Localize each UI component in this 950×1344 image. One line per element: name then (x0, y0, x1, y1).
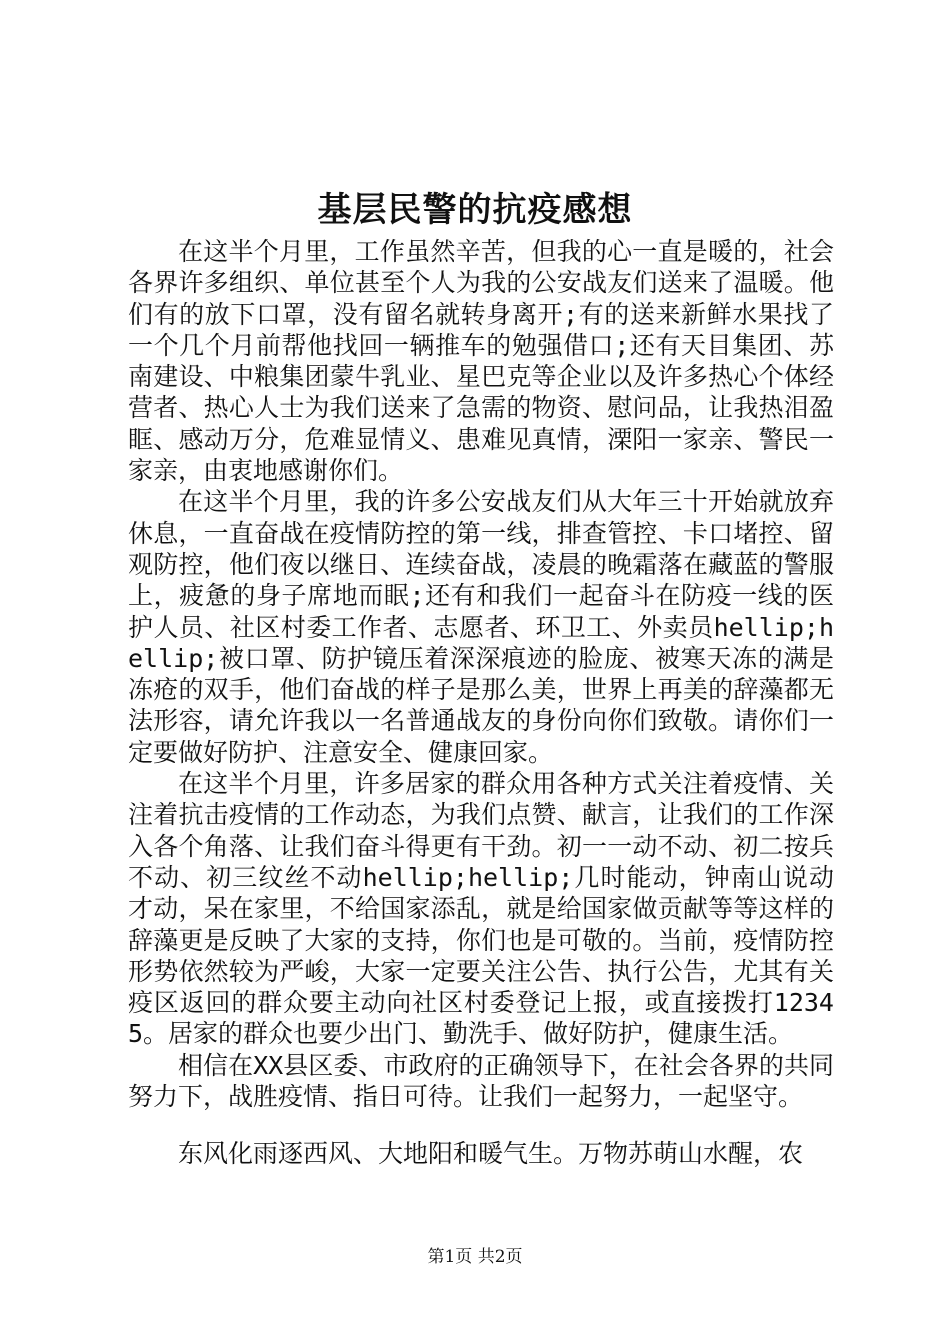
document-title: 基层民警的抗疫感想 (317, 190, 633, 230)
page-footer: 第1页 共2页 (427, 1247, 523, 1267)
paragraph-3: 在这半个月里，许多居家的群众用各种方式关注着疫情、关注着抗击疫情的工作动态，为我们点赞、献言，让我们的工作深入各个角落、让我们奋斗得更有干劲。初一一动不动、初二按兵不动、初三纹丝不动hellip;hellip;几时能动，钟南山说动才动，呆在家里，不给国家添乱，就是给国家做贡献等等这样的辞藻更是反映了大家的支持，你们也是可敬的。当前，疫情防控形势依然较为严峻，大家一定要关注公告、执行公告，尤其有关疫区返回的群众要主动向社区村委登记上报，或直接拨打12345。居家的群众也要少出门、勤洗手、做好防护，健康生活。 (128, 769, 834, 1049)
paragraph-1: 在这半个月里，工作虽然辛苦，但我的心一直是暖的，社会各界许多组织、单位甚至个人为我的公安战友们送来了温暖。他们有的放下口罩，没有留名就转身离开;有的送来新鲜水果找了一个几个月前帮他找回一辆推车的勉强借口;还有天目集团、苏南建设、中粮集团蒙牛乳业、星巴克等企业以及许多热心个体经营者、热心人士为我们送来了急需的物资、慰问品，让我热泪盈眶、感动万分，危难显情义、患难见真情，溧阳一家亲、警民一家亲，由衷地感谢你们。 (128, 237, 834, 486)
paragraph-5: 东风化雨逐西风、大地阳和暖气生。万物苏萌山水醒，农 (178, 1139, 804, 1169)
document-body (128, 236, 834, 1170)
paragraph-4: 相信在XX县区委、市政府的正确领导下，在社会各界的共同努力下，战胜疫情、指日可待。让我们一起努力，一起坚守。 (128, 1050, 834, 1112)
paragraph-2: 在这半个月里，我的许多公安战友们从大年三十开始就放弃休息，一直奋战在疫情防控的第一线，排查管控、卡口堵控、留观防控，他们夜以继日、连续奋战，凌晨的晚霜落在藏蓝的警服上，疲惫的身子席地而眠;还有和我们一起奋斗在防疫一线的医护人员、社区村委工作者、志愿者、环卫工、外卖员hellip;hellip;被口罩、防护镜压着深深痕迹的脸庞、被寒天冻的满是冻疮的双手，他们奋战的样子是那么美，世界上再美的辞藻都无法形容，请允许我以一名普通战友的身份向你们致敬。请你们一定要做好防护、注意安全、健康回家。 (128, 487, 834, 767)
